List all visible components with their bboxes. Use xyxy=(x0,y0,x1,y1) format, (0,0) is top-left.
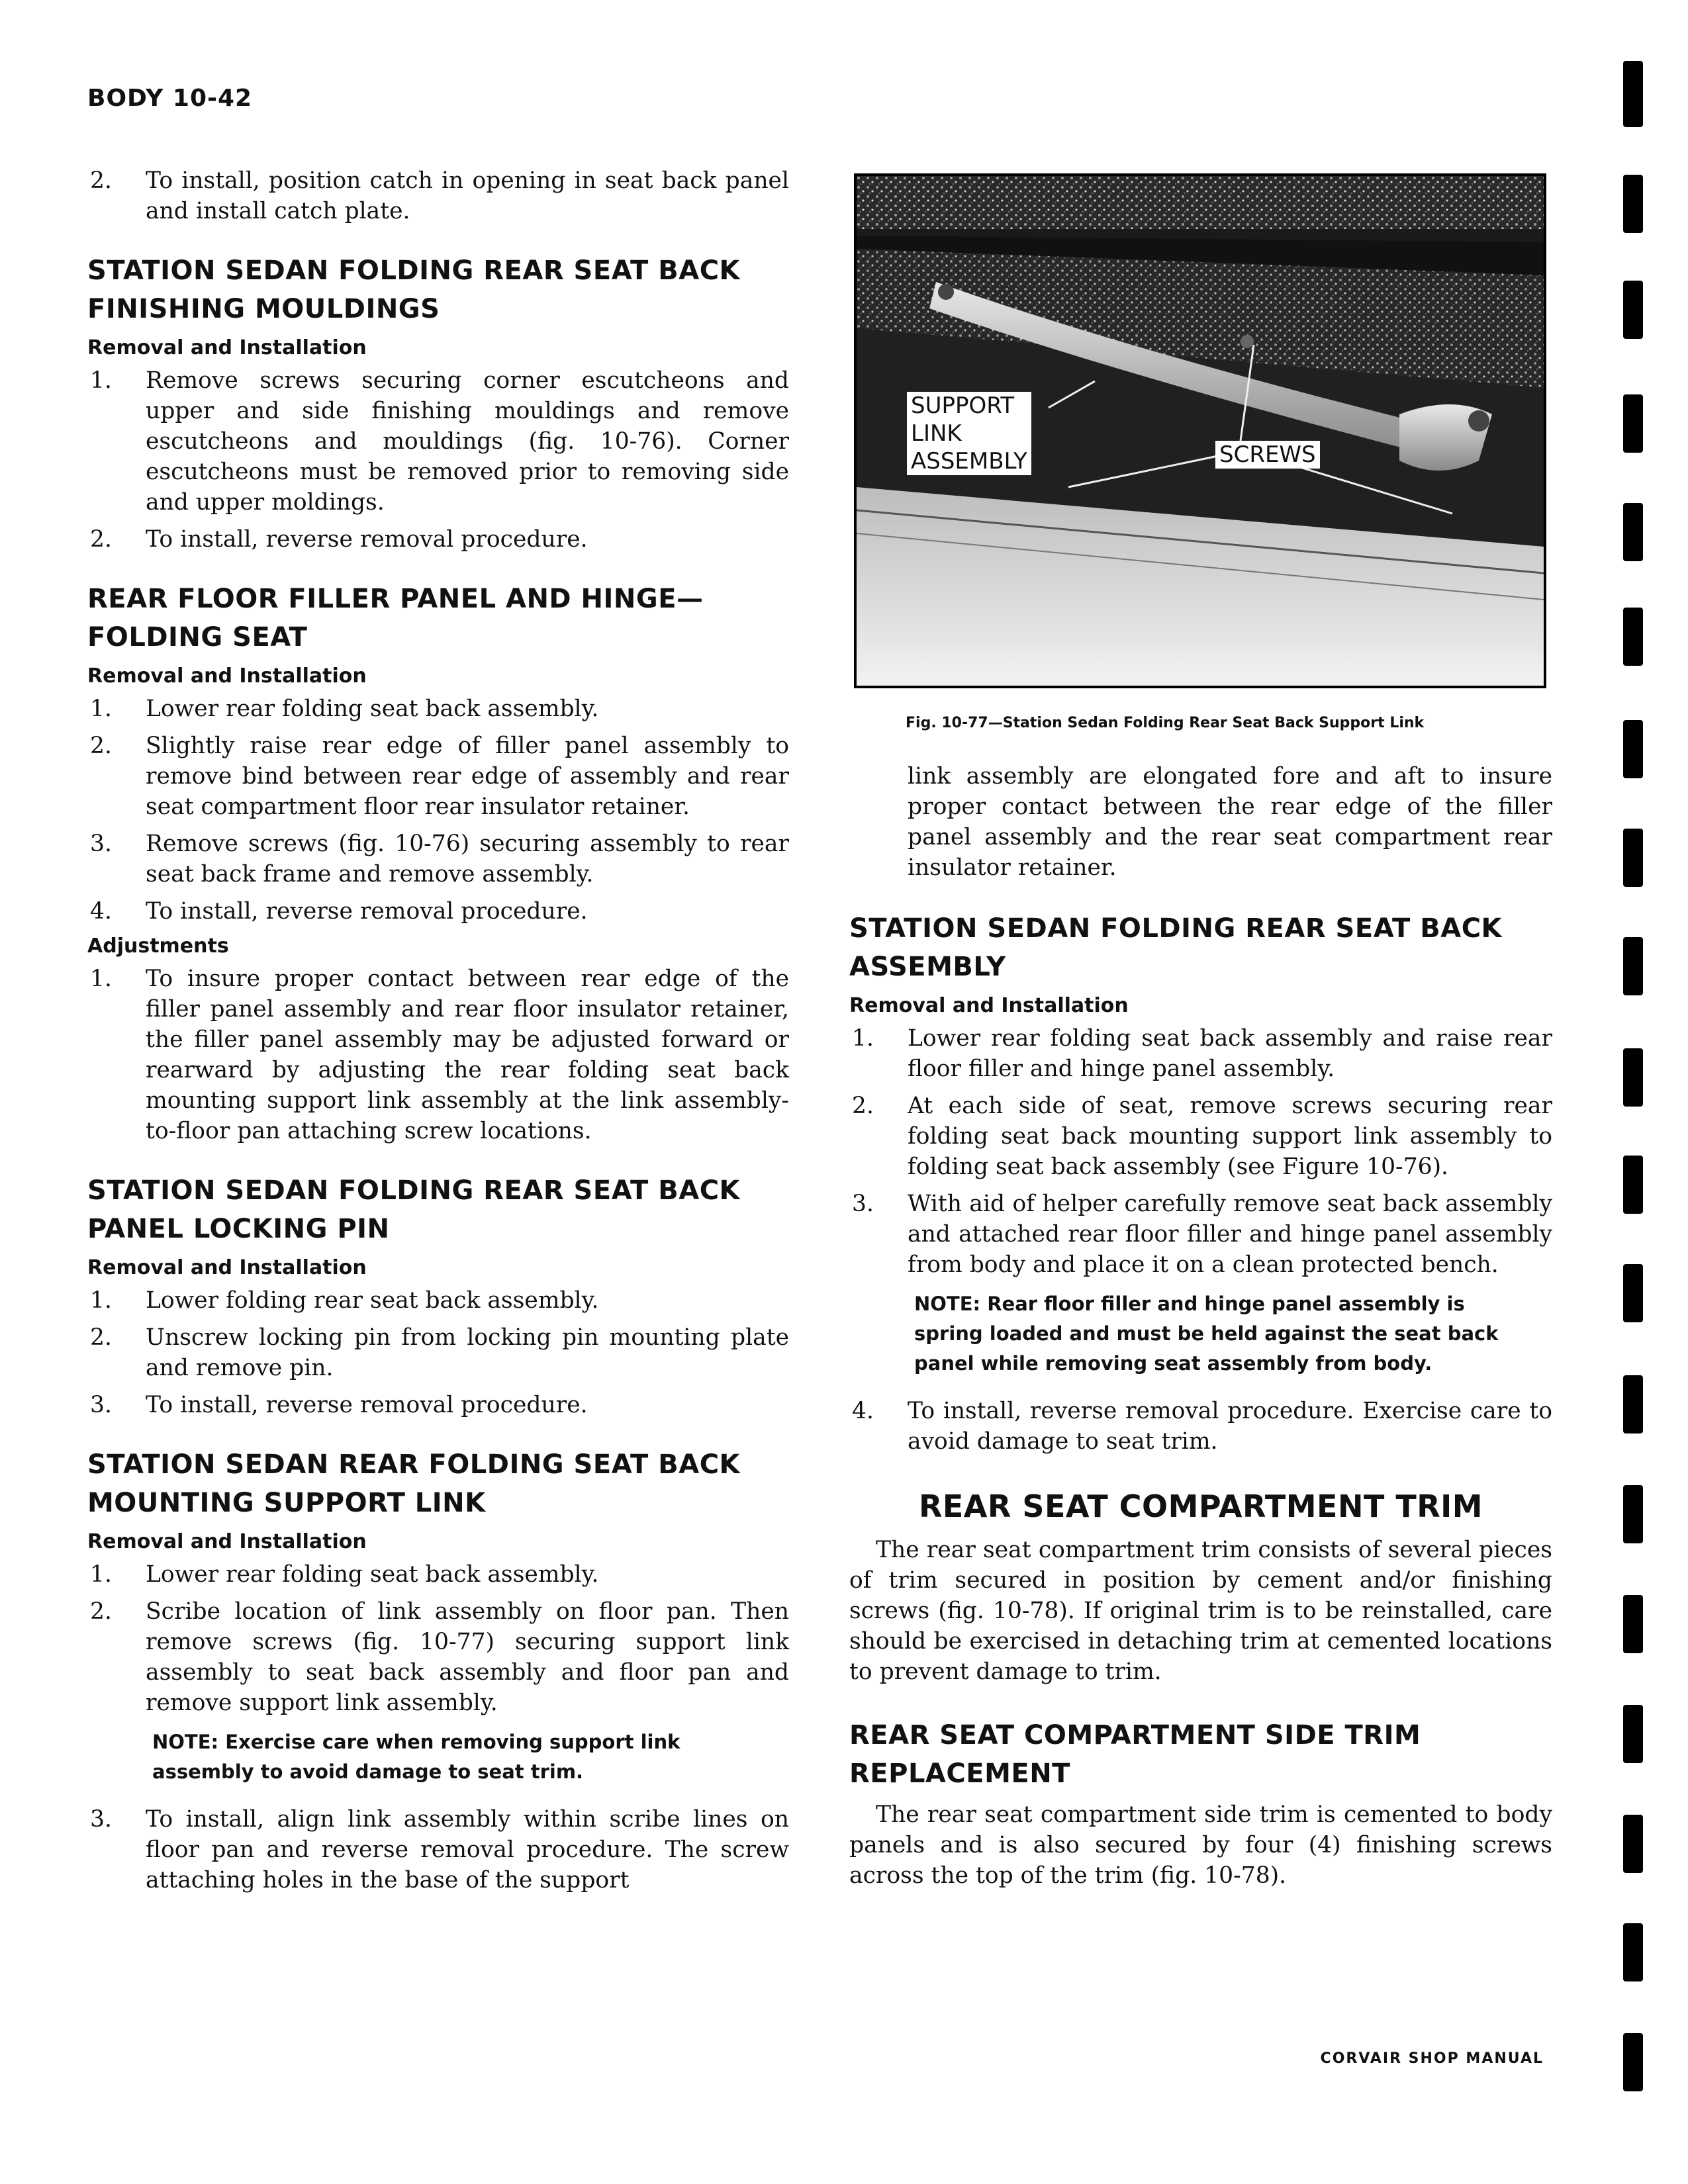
list-item: 3. Remove screws (fig. 10-76) securing assembly to rear seat back frame and remove assembly. xyxy=(90,831,789,887)
subheading-removal: Removal and Installation xyxy=(87,1256,367,1279)
margin-bar xyxy=(1623,720,1643,778)
list-item: 1. Remove screws securing corner escutcheons and upper and side finishing mouldings and remove escutcheons and mouldings (fig. 10-76). Corner escutcheons must be removed prior to removing side and upper moldings. xyxy=(90,367,789,516)
section-heading-side-trim: REAR SEAT COMPARTMENT SIDE TRIM REPLACEMENT xyxy=(849,1720,1421,1789)
section-heading-floor-filler: REAR FLOOR FILLER PANEL AND HINGE— FOLDING SEAT xyxy=(87,584,704,653)
right-column xyxy=(849,761,1552,1891)
paragraph: The rear seat compartment trim consists of several pieces of trim secured in position by cement and/or finishing screws (fig. 10-78). If original trim is to be reinstalled, care should be exercised in detaching trim at cemented locations to prevent damage to trim. xyxy=(849,1537,1552,1685)
callout-line: SUPPORT xyxy=(911,392,1015,419)
paragraph: The rear seat compartment side trim is cemented to body panels and is also secured by four (4) finishing screws across the top of the trim (fig. 10-78). xyxy=(849,1801,1552,1889)
list-item: 1. Lower folding rear seat back assembly. xyxy=(90,1287,599,1314)
margin-bar xyxy=(1623,2033,1643,2091)
margin-bar xyxy=(1623,829,1643,887)
section-heading-seat-back-assembly: STATION SEDAN FOLDING REAR SEAT BACK ASSEMBLY xyxy=(849,913,1503,982)
list-item: 1. Lower rear folding seat back assembly and raise rear floor filler and hinge panel assembly. xyxy=(852,1025,1552,1082)
list-item: 3. With aid of helper carefully remove seat back assembly and attached rear floor filler and hinge panel assembly from body and place it on a clean protected bench. xyxy=(852,1191,1552,1278)
subheading-removal: Removal and Installation xyxy=(87,664,367,688)
note: NOTE: Rear floor filler and hinge panel assembly is spring loaded and must be held against the seat back panel while removing seat assembly from body. xyxy=(914,1293,1499,1375)
continued-paragraph: link assembly are elongated fore and aft to insure proper contact between the rear edge of the filler panel assembly and the rear seat compartment rear insulator retainer. xyxy=(908,763,1552,881)
subheading-removal: Removal and Installation xyxy=(87,336,367,359)
list-item: 2. To install, reverse removal procedure. xyxy=(90,526,588,553)
footer: CORVAIR SHOP MANUAL xyxy=(1320,2050,1544,2067)
list-item: 2. At each side of seat, remove screws securing rear folding seat back mounting support link assembly to folding seat back assembly (see Figure 10-76). xyxy=(852,1093,1552,1180)
figure-caption: Fig. 10-77—Station Sedan Folding Rear Seat Back Support Link xyxy=(906,715,1425,731)
margin-bar xyxy=(1623,1375,1643,1433)
callout-screws: SCREWS xyxy=(1215,441,1320,469)
subheading-removal: Removal and Installation xyxy=(87,1530,367,1553)
margin-bar xyxy=(1623,1264,1643,1322)
margin-bar xyxy=(1623,1048,1643,1107)
left-column xyxy=(87,165,789,1902)
margin-bar xyxy=(1623,503,1643,561)
margin-bar xyxy=(1623,281,1643,339)
list-item: 1. To insure proper contact between rear edge of the filler panel assembly and rear floor insulator retainer, the filler panel assembly may be adjusted forward or rearward by adjusting the rear folding seat back mounting support link assembly at the link assembly-to-floor pan attaching screw locations. xyxy=(90,966,789,1144)
margin-bar xyxy=(1623,1156,1643,1214)
section-heading-support-link: STATION SEDAN REAR FOLDING SEAT BACK MOUNTING SUPPORT LINK xyxy=(87,1449,741,1518)
margin-bar xyxy=(1623,1485,1643,1543)
margin-bar xyxy=(1623,1923,1643,1981)
list-item: 2. To install, position catch in opening in seat back panel and install catch plate. xyxy=(90,167,789,224)
margin-bar xyxy=(1623,937,1643,995)
list-item: 4. To install, reverse removal procedure. Exercise care to avoid damage to seat trim. xyxy=(852,1398,1552,1455)
margin-bar xyxy=(1623,1815,1643,1873)
margin-bar xyxy=(1623,175,1643,233)
subheading-removal: Removal and Installation xyxy=(849,994,1129,1017)
section-heading-finishing-mouldings: STATION SEDAN FOLDING REAR SEAT BACK FINISHING MOULDINGS xyxy=(87,255,741,324)
list-item: 4. To install, reverse removal procedure. xyxy=(90,898,588,925)
list-item: 2. Unscrew locking pin from locking pin mounting plate and remove pin. xyxy=(90,1324,789,1381)
list-item: 3. To install, align link assembly within scribe lines on floor pan and reverse removal procedure. The screw attaching holes in the base of the support xyxy=(90,1806,789,1893)
subheading-adjustments: Adjustments xyxy=(87,934,229,958)
callout-line: ASSEMBLY xyxy=(911,448,1027,475)
margin-bar xyxy=(1623,61,1643,127)
list-item: 2. Scribe location of link assembly on floor pan. Then remove screws (fig. 10-77) securing support link assembly to seat back assembly and floor pan and remove support link assembly. xyxy=(90,1598,789,1716)
list-item: 1. Lower rear folding seat back assembly. xyxy=(90,1561,599,1588)
margin-bar xyxy=(1623,394,1643,453)
section-heading-compartment-trim: REAR SEAT COMPARTMENT TRIM xyxy=(918,1488,1483,1524)
margin-bar xyxy=(1623,608,1643,666)
list-item: 2. Slightly raise rear edge of filler panel assembly to remove bind between rear edge of assembly and rear seat compartment floor rear insulator retainer. xyxy=(90,733,789,820)
callout-line: LINK xyxy=(911,420,962,447)
margin-bar xyxy=(1623,1705,1643,1763)
margin-bar xyxy=(1623,1595,1643,1653)
note: NOTE: Exercise care when removing support link assembly to avoid damage to seat trim. xyxy=(152,1731,680,1783)
running-head: BODY 10-42 xyxy=(87,85,253,112)
figure-photo xyxy=(854,173,1546,688)
callout-support-link xyxy=(907,392,1031,475)
section-heading-locking-pin: STATION SEDAN FOLDING REAR SEAT BACK PANEL LOCKING PIN xyxy=(87,1175,741,1244)
list-item: 3. To install, reverse removal procedure. xyxy=(90,1392,588,1418)
list-item: 1. Lower rear folding seat back assembly. xyxy=(90,696,599,722)
